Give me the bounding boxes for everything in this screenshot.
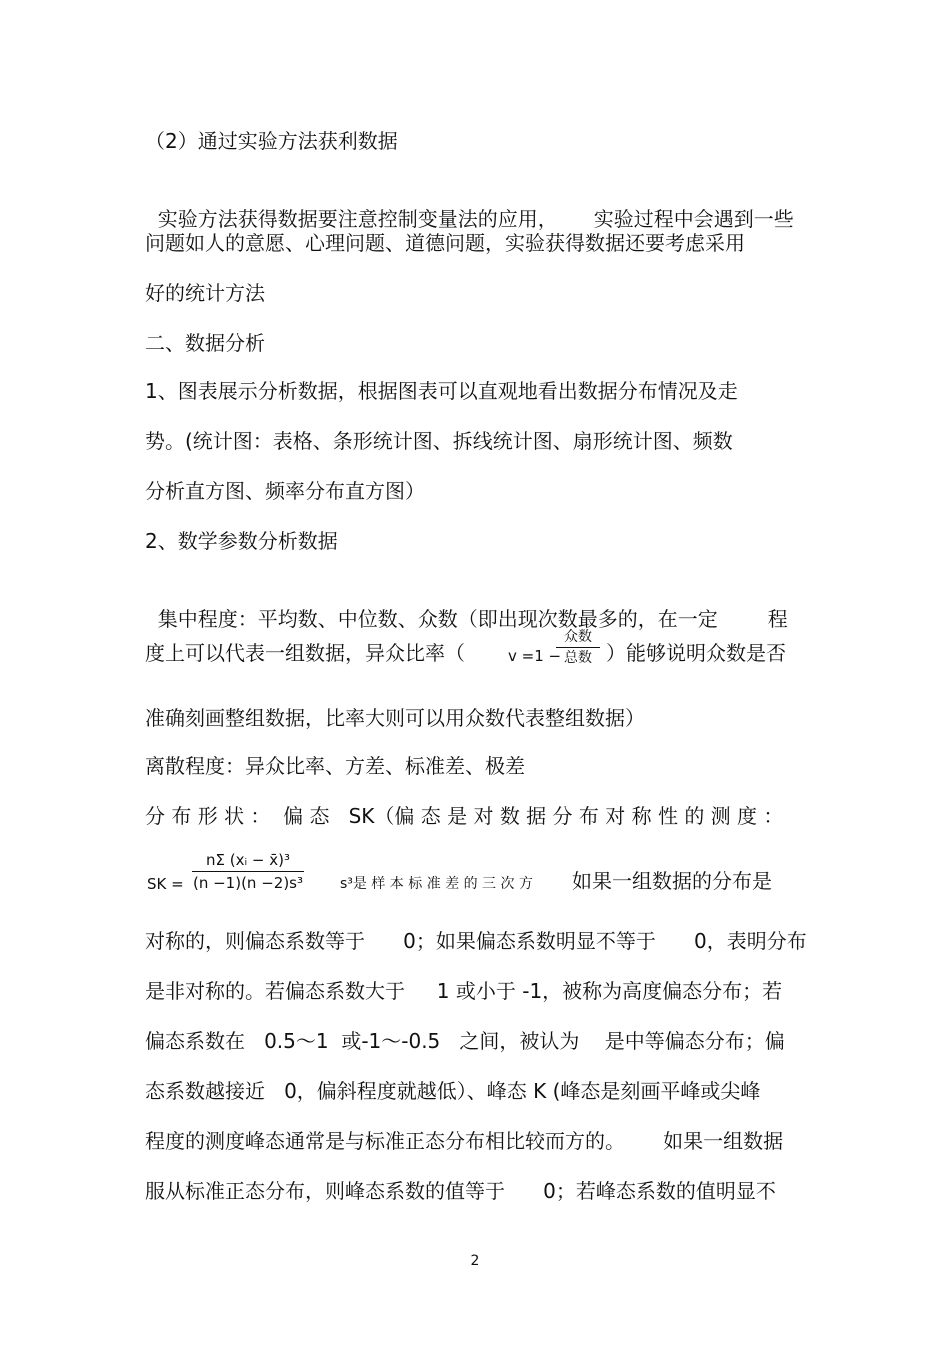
paragraph-line: 分 布 形 状 ： 偏 态 SK（偏 态 是 对 数 据 分 布 对 称 性 的 测 度 ： (145, 804, 784, 828)
formula-v-fraction (556, 628, 600, 667)
formula-sk-fraction (192, 850, 304, 893)
section-heading: 二、数据分析 (145, 331, 265, 355)
paragraph-line: ）能够说明众数是否 (606, 641, 786, 665)
subsection-heading: （2）通过实验方法获利数据 (145, 129, 398, 153)
paragraph-line (145, 180, 794, 232)
paragraph-line: 好的统计方法 (145, 281, 265, 305)
formula-sk-numerator: nΣ (xᵢ − x̄)³ (205, 851, 290, 869)
page-number: 2 (470, 1253, 480, 1269)
paragraph-line: 分析直方图、频率分布直方图） (145, 479, 425, 503)
formula-v-lhs: v =1 − (508, 647, 562, 665)
fraction-bar (192, 871, 304, 872)
text-run: 实验方法获得数据要注意控制变量法的应用， (157, 207, 558, 231)
text-run: 程 (767, 607, 788, 631)
paragraph-line: 准确刻画整组数据，比率大则可以用众数代表整组数据） (145, 706, 645, 730)
formula-v-numerator: 众数 (564, 629, 592, 645)
paragraph-line: 势。(统计图：表格、条形统计图、拆线统计图、扇形统计图、频数 (145, 429, 733, 453)
text-run: 集中程度：平均数、中位数、众数（即出现次数最多的，在一定 (157, 607, 718, 631)
paragraph-line: 偏态系数在 0.5～1 或-1～-0.5 之间，被认为 是中等偏态分布；偏 (145, 1029, 785, 1053)
paragraph-line: 问题如人的意愿、心理问题、道德问题，实验获得数据还要考虑采用 (145, 231, 745, 255)
paragraph-line (145, 580, 788, 632)
paragraph-line: 1、图表展示分析数据，根据图表可以直观地看出数据分布情况及走 (145, 379, 738, 403)
paragraph-line: 离散程度：异众比率、方差、标准差、极差 (145, 754, 525, 778)
paragraph-line: 对称的，则偏态系数等于 0；如果偏态系数明显不等于 0，表明分布 (145, 929, 807, 953)
formula-sk-denominator: (n −1)(n −2)s³ (192, 874, 303, 892)
paragraph-line: 服从标准正态分布，则峰态系数的值等于 0；若峰态系数的值明显不 (145, 1179, 776, 1203)
formula-sk-lhs: SK = (147, 875, 184, 893)
paragraph-line: 度上可以代表一组数据，异众比率（ (145, 641, 465, 665)
formula-note: s³是 样 本 标 准 差 的 三 次 方 (340, 876, 533, 892)
fraction-bar (556, 647, 600, 648)
paragraph-line: 是非对称的。若偏态系数大于 1 或小于 -1，被称为高度偏态分布；若 (145, 979, 783, 1003)
paragraph-line: 2、数学参数分析数据 (145, 529, 338, 553)
paragraph-line: 态系数越接近 0，偏斜程度就越低）、峰态 K (峰态是刻画平峰或尖峰 (145, 1079, 761, 1103)
text-run: 实验过程中会遇到一些 (593, 207, 794, 231)
paragraph-line: 如果一组数据的分布是 (572, 869, 772, 893)
formula-v-denominator: 总数 (564, 650, 592, 666)
paragraph-line: 程度的测度峰态通常是与标准正态分布相比较而方的。 如果一组数据 (145, 1129, 784, 1153)
